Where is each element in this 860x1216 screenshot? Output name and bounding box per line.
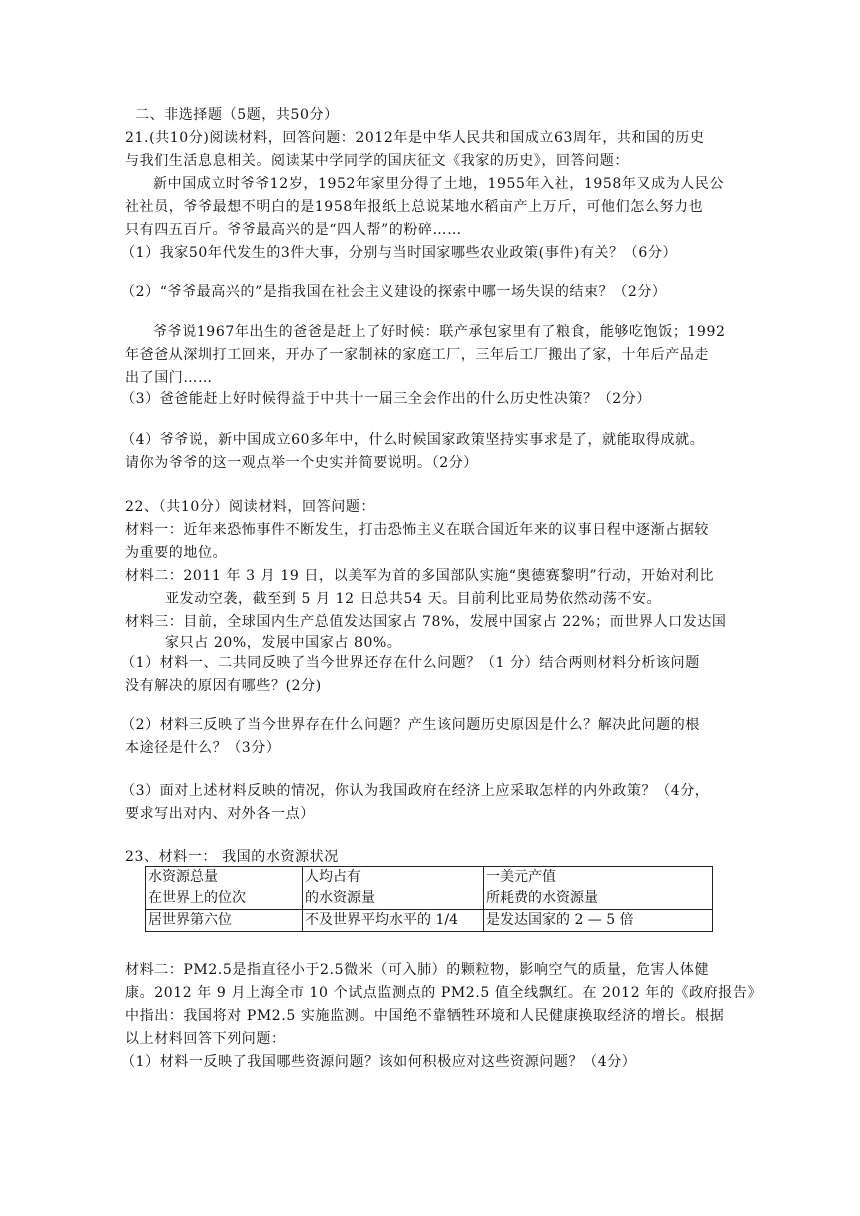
q22-material2-line-2: 亚发动空袭，截至到 5 月 12 日总共54 天。目前利比亚局势依然动荡不安。	[165, 591, 662, 607]
q21-para2-line-1: 爷爷说1967年出生的爸爸是赶上了好时候：联产承包家里有了粮食，能够吃饱饭；1992	[153, 324, 726, 340]
q22-sub2-line-1: （2）材料三反映了当今世界存在什么问题？产生该问题历史原因是什么？解决此问题的根	[121, 717, 700, 733]
q21-para1-line-1: 新中国成立时爷爷12岁，1952年家里分得了土地，1955年入社，1958年又成为人民公	[153, 176, 725, 192]
table-header-cell: 水资源总量 在世界上的位次	[146, 867, 303, 910]
q23-material2-line-3: 中指出：我国将对 PM2.5 实施监测。中国绝不靠牺牲环境和人民健康换取经济的增长。根据	[125, 1008, 725, 1024]
q23-material2-line-4: 以上材料回答下列问题：	[125, 1031, 286, 1047]
q22-material1-line-2: 为重要的地位。	[125, 545, 228, 561]
table-cell: 不及世界平均水平的 1/4	[303, 910, 484, 932]
q21-sub4-line-2: 请你为爷爷的这一观点举一个史实并简要说明。（2分）	[125, 455, 478, 471]
q23-sub1: （1）材料一反映了我国哪些资源问题？该如何积极应对这些资源问题？（4分）	[121, 1054, 637, 1070]
q21-intro-line-1: 21.(共10分)阅读材料，回答问题：2012年是中华人民共和国成立63周年，共和国的历史	[125, 130, 705, 146]
table-header-cell: 一美元产值 所耗费的水资源量	[484, 867, 713, 910]
q23-material2-line-2: 康。2012 年 9 月上海全市 10 个试点监测点的 PM2.5 值全线飘红。在 2012 年的《政府报告》	[125, 985, 763, 1001]
q23-intro: 23、材料一： 我国的水资源状况	[125, 849, 339, 865]
q21-para1-line-3: 只有四五百斤。爷爷最高兴的是“四人帮”的粉碎……	[125, 222, 462, 238]
q21-para2-line-3: 出了国门……	[125, 370, 213, 386]
q21-sub4-line-1: （4）爷爷说，新中国成立60多年中，什么时候国家政策坚持实事求是了，就能取得成就。	[121, 432, 705, 448]
table-cell: 居世界第六位	[146, 910, 303, 932]
q22-sub1-line-2: 没有解决的原因有哪些？(2分)	[125, 678, 322, 694]
q22-material1-line-1: 材料一：近年来恐怖事件不断发生，打击恐怖主义在联合国近年来的议事日程中逐渐占据较	[125, 522, 709, 538]
q21-sub3: （3）爸爸能赶上好时候得益于中共十一届三全会作出的什么历史性决策？（2分）	[121, 391, 652, 407]
q22-sub3-line-1: （3）面对上述材料反映的情况，你认为我国政府在经济上应采取怎样的内外政策？（4分，	[121, 783, 710, 799]
section-title: 二、非选择题（5题，共50分）	[135, 107, 339, 123]
q21-para2-line-2: 年爸爸从深圳打工回来，开办了一家制袜的家庭工厂，三年后工厂搬出了家，十年后产品走	[125, 347, 709, 363]
q22-sub1-line-1: （1）材料一、二共同反映了当今世界还存在什么问题？（1 分）结合两则材料分析该问题	[121, 655, 700, 671]
q22-sub3-line-2: 要求写出对内、对外各一点）	[125, 806, 315, 822]
table-row	[146, 910, 713, 932]
q22-material2-line-1: 材料二：2011 年 3 月 19 日，以美军为首的多国部队实施“奥德赛黎明”行动，开始对利比	[125, 568, 715, 584]
q21-intro-line-2: 与我们生活息息相关。阅读某中学同学的国庆征文《我家的历史》，回答问题：	[125, 153, 629, 169]
table-cell: 是发达国家的 2 — 5 倍	[484, 910, 713, 932]
water-resources-table	[145, 866, 713, 932]
q21-para1-line-2: 社社员，爷爷最想不明白的是1958年报纸上总说某地水稻亩产上万斤，可他们怎么努力也	[125, 199, 704, 215]
q22-material3-line-1: 材料三：目前，全球国内生产总值发达国家占 78%，发展中国家占 22%；而世界人口发达国	[125, 614, 727, 630]
table-header-row	[146, 867, 713, 910]
q22-material3-line-2: 家只占 20%，发展中国家占 80%。	[165, 635, 402, 651]
q23-material2-line-1: 材料二：PM2.5是指直径小于2.5微米（可入肺）的颗粒物，影响空气的质量，危害人体健	[125, 962, 710, 978]
q22-sub2-line-2: 本途径是什么？（3分）	[125, 740, 281, 756]
table-header-cell: 人均占有 的水资源量	[303, 867, 484, 910]
q21-sub2: （2）“爷爷最高兴的”是指我国在社会主义建设的探索中哪一场失误的结束？（2分）	[121, 284, 667, 300]
q22-intro: 22、（共10分）阅读材料，回答问题：	[125, 499, 376, 515]
q21-sub1: （1）我家50年代发生的3件大事，分别与当时国家哪些农业政策(事件)有关？（6分）	[121, 245, 678, 261]
